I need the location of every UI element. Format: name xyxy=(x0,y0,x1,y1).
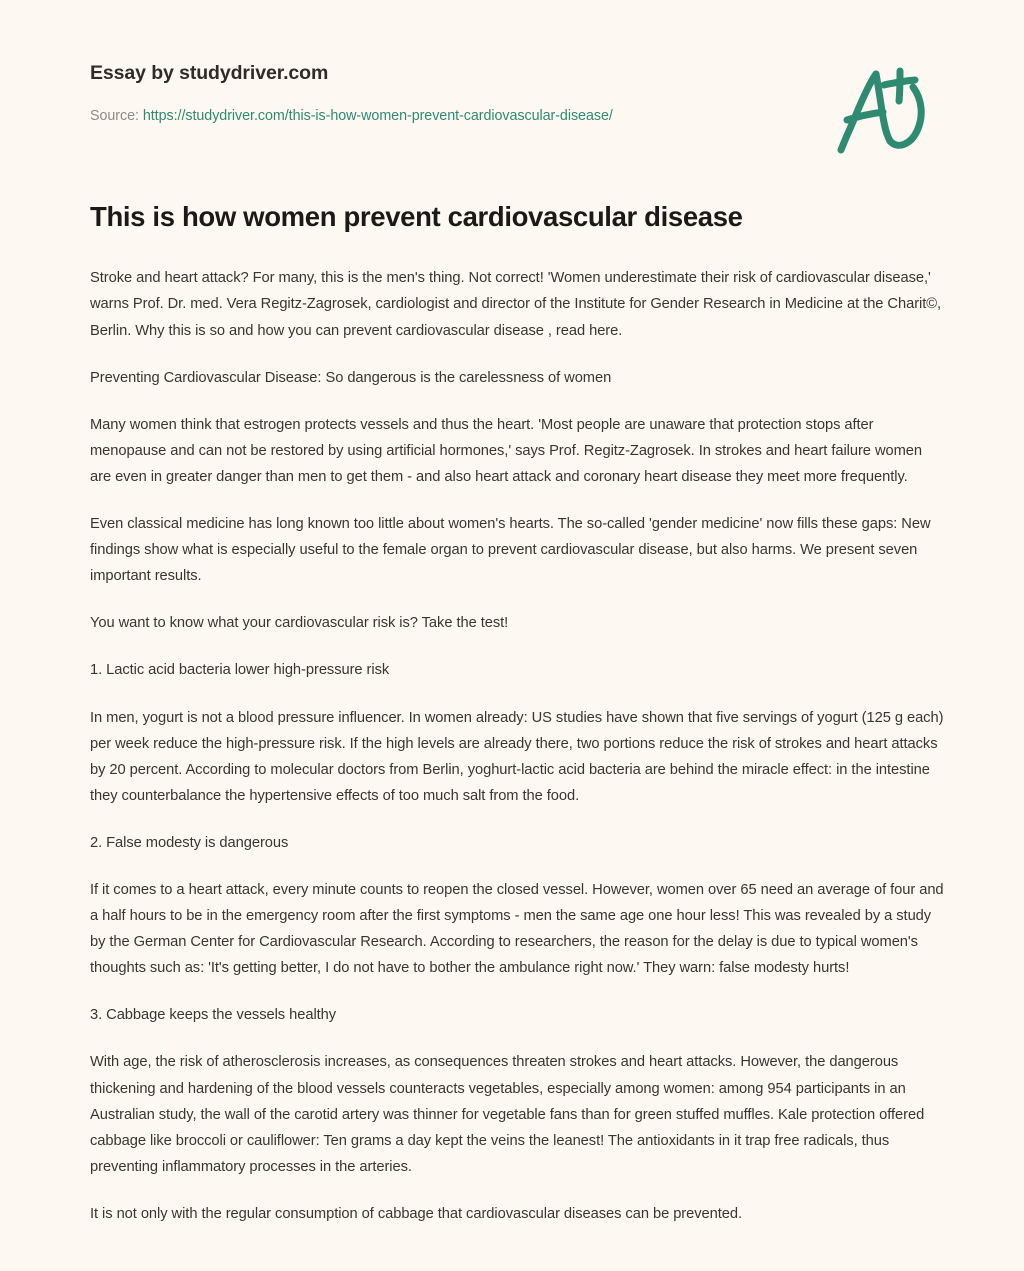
paragraph: You want to know what your cardiovascular risk is? Take the test! xyxy=(90,615,509,632)
a-plus-logo-icon xyxy=(828,58,938,162)
paragraph: It is not only with the regular consumption of cabbage that cardiovascular diseases can be prevented. xyxy=(90,1205,743,1222)
paragraph: With age, the risk of atherosclerosis increases, as consequences threaten strokes and heart attacks. However, the dangerous thickening and hardening of the blood vessels counteracts vegetables, especially among women: among 954 participants in an Australian study, the wall of the carotid artery was thinner for vegetable fans than for green stuffed muffles. Kale protection offered cabbage like broccoli or cauliflower: Ten grams a day kept the veins the leanest! The antioxidants in it trap free radicals, thus preventing inflammatory processes in the arteries. xyxy=(90,1054,925,1175)
source-url-link[interactable]: https://studydriver.com/this-is-how-women-prevent-cardiovascular-disease/ xyxy=(142,108,613,125)
page-title: This is how women prevent cardiovascular disease xyxy=(90,201,743,232)
paragraph: In men, yogurt is not a blood pressure influencer. In women already: US studies have shown that five servings of yogurt (125 g each) per week reduce the high-pressure risk. If the high levels are already there, two portions reduce the risk of strokes and heart attacks by 20 percent. According to molecular doctors from Berlin, yoghurt-lactic acid bacteria are behind the miracle effect: in the intestine they counterbalance the hypertensive effects of too much salt from the food. xyxy=(90,709,944,804)
paragraph: Many women think that estrogen protects vessels and thus the heart. 'Most people are unaware that protection stops after menopause and can not be restored by using artificial hormones,' says Prof. Regitz-Zagrosek. In strokes and heart failure women are even in greater danger than men to get them - and also heart attack and coronary heart disease they meet more frequently. xyxy=(90,416,922,485)
paragraph: Even classical medicine has long known too little about women's hearts. The so-called 'gender medicine' now fills these gaps: New findings show what is especially useful to the female organ to prevent cardiovascular disease, but also harms. We present seven important results. xyxy=(90,516,931,585)
article-body xyxy=(0,200,1024,1227)
source-label: Source: xyxy=(90,108,139,125)
paragraph: If it comes to a heart attack, every minute counts to reopen the closed vessel. However, women over 65 need an average of four and a half hours to be in the emergency room after the first symptoms - men the same age one hour less! This was revealed by a study by the German Center for Cardiovascular Research. According to researchers, the reason for the delay is due to typical women's thoughts such as: 'It's getting better, I do not have to bother the ambulance right now.' They warn: false modesty hurts! xyxy=(90,881,944,977)
section-heading: 1. Lactic acid bacteria lower high-pressure risk xyxy=(90,662,390,679)
essay-attribution: Essay by studydriver.com xyxy=(90,62,329,84)
paragraph: Preventing Cardiovascular Disease: So dangerous is the carelessness of women xyxy=(90,369,612,386)
document-header xyxy=(0,0,1024,200)
section-heading: 3. Cabbage keeps the vessels healthy xyxy=(90,1007,337,1024)
paragraph: Stroke and heart attack? For many, this is the men's thing. Not correct! 'Women underestimate their risk of cardiovascular disease,' warns Prof. Dr. med. Vera Regitz-Zagrosek, cardiologist and director of the Institute for Gender Research in Medicine at the Charit©, Berlin. Why this is so and how you can prevent cardiovascular disease , read here. xyxy=(90,270,942,339)
section-heading: 2. False modesty is dangerous xyxy=(90,834,289,851)
